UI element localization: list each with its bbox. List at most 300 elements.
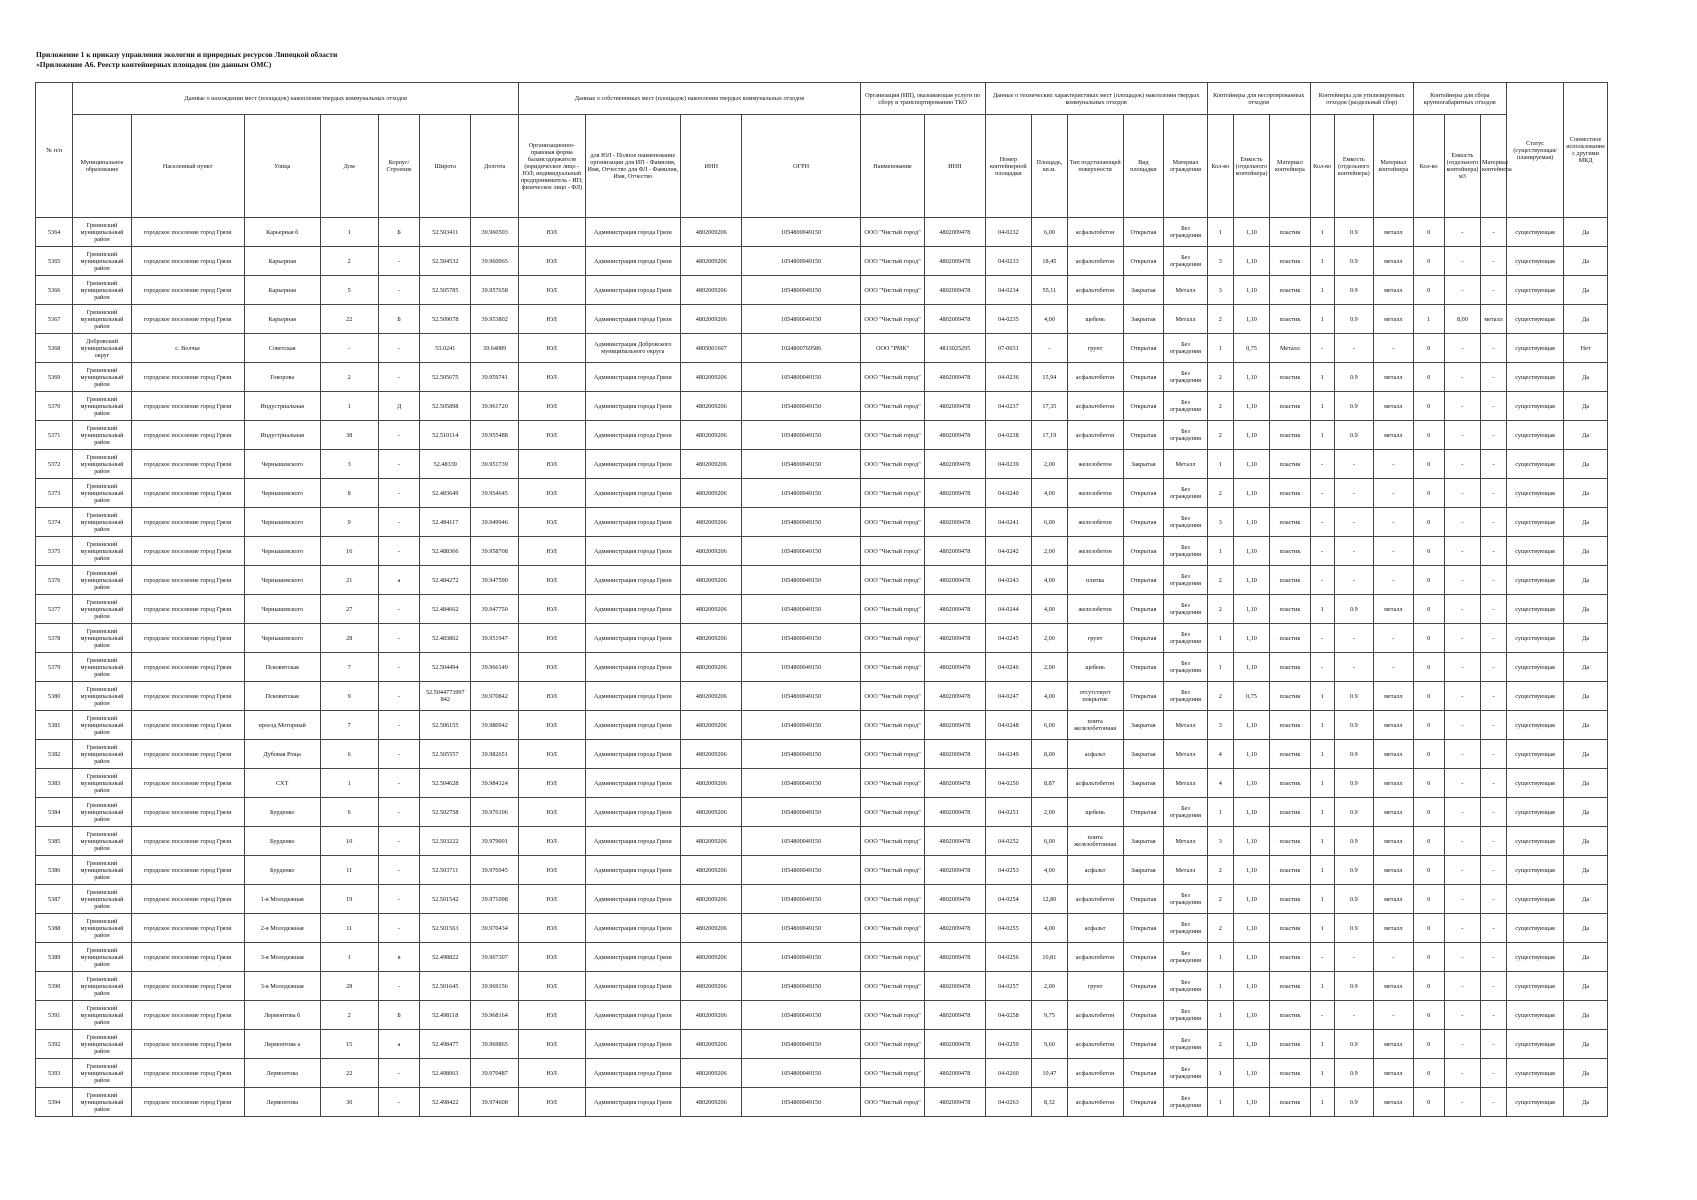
- table-cell: 0.9: [1334, 682, 1373, 711]
- table-cell: Металл: [1164, 711, 1208, 740]
- table-cell: 52.498063: [420, 1059, 471, 1088]
- table-cell: 10,81: [1032, 943, 1067, 972]
- table-cell: -: [1334, 334, 1373, 363]
- table-cell: Администрация города Грязи: [585, 624, 681, 653]
- table-cell: ООО "Чистый город": [860, 1059, 924, 1088]
- table-cell: 5386: [36, 856, 73, 885]
- table-cell: Администрация города Грязи: [585, 769, 681, 798]
- table-cell: 6,00: [1032, 827, 1067, 856]
- table-cell: Открытая: [1123, 218, 1164, 247]
- table-cell: существующая: [1507, 305, 1564, 334]
- table-cell: 1: [1310, 711, 1334, 740]
- table-cell: ООО "Чистый город": [860, 450, 924, 479]
- header-row-number: № п/п: [36, 83, 73, 218]
- table-cell: 1,10: [1233, 595, 1269, 624]
- table-cell: 0: [1413, 624, 1444, 653]
- table-cell: Без ограждения: [1164, 218, 1208, 247]
- table-cell: 1: [1310, 740, 1334, 769]
- table-cell: 5368: [36, 334, 73, 363]
- table-cell: 39.970434: [471, 914, 519, 943]
- table-cell: Чернышевского: [244, 624, 320, 653]
- table-cell: 0: [1413, 682, 1444, 711]
- table-cell: Да: [1564, 537, 1608, 566]
- table-cell: ООО "Чистый город": [860, 740, 924, 769]
- table-cell: Индустриальная: [244, 421, 320, 450]
- table-cell: 1,10: [1233, 653, 1269, 682]
- table-cell: с. Волчье: [131, 334, 244, 363]
- table-cell: -: [1334, 537, 1373, 566]
- table-cell: городское поселение город Грязи: [131, 972, 244, 1001]
- table-cell: пластик: [1270, 827, 1311, 856]
- table-cell: 52.504532: [420, 247, 471, 276]
- table-cell: СХТ: [244, 769, 320, 798]
- table-cell: 8,00: [1444, 305, 1480, 334]
- table-cell: 04-0258: [985, 1001, 1032, 1030]
- table-cell: городское поселение город Грязи: [131, 1030, 244, 1059]
- table-cell: Чернышевского: [244, 450, 320, 479]
- table-cell: 2,00: [1032, 537, 1067, 566]
- table-cell: Открытая: [1123, 943, 1164, 972]
- table-row: [36, 363, 1608, 392]
- table-cell: Да: [1564, 769, 1608, 798]
- table-cell: Бурденко: [244, 856, 320, 885]
- table-cell: 0: [1413, 479, 1444, 508]
- table-cell: асфальтобетон: [1067, 1088, 1123, 1117]
- table-cell: 4802009206: [681, 508, 742, 537]
- table-cell: городское поселение город Грязи: [131, 566, 244, 595]
- table-cell: 0.9: [1334, 363, 1373, 392]
- table-cell: Закрытая: [1123, 450, 1164, 479]
- table-cell: существующая: [1507, 1059, 1564, 1088]
- table-cell: щебень: [1067, 798, 1123, 827]
- table-cell: 5378: [36, 624, 73, 653]
- table-cell: -: [1444, 1030, 1480, 1059]
- table-cell: -: [1481, 566, 1507, 595]
- table-cell: существующая: [1507, 537, 1564, 566]
- table-cell: Грязинский муниципальный район: [73, 827, 131, 856]
- table-cell: -: [1334, 943, 1373, 972]
- table-cell: 04-0255: [985, 914, 1032, 943]
- table-cell: 4802009478: [925, 943, 985, 972]
- table-cell: -: [1334, 653, 1373, 682]
- table-cell: 4802009478: [925, 537, 985, 566]
- table-cell: Грязинский муниципальный район: [73, 972, 131, 1001]
- table-cell: Да: [1564, 566, 1608, 595]
- table-cell: ЮЛ: [519, 363, 585, 392]
- table-row: [36, 972, 1608, 1001]
- table-cell: 1,10: [1233, 711, 1269, 740]
- table-cell: -: [378, 537, 420, 566]
- table-cell: 5371: [36, 421, 73, 450]
- table-cell: пластик: [1270, 276, 1311, 305]
- table-cell: 2: [1207, 363, 1233, 392]
- table-cell: ООО "Чистый город": [860, 363, 924, 392]
- table-cell: 04-0244: [985, 595, 1032, 624]
- table-cell: -: [1444, 914, 1480, 943]
- table-cell: -: [1374, 334, 1414, 363]
- table-cell: 28: [320, 972, 378, 1001]
- table-cell: существующая: [1507, 711, 1564, 740]
- table-cell: существующая: [1507, 566, 1564, 595]
- table-cell: городское поселение город Грязи: [131, 740, 244, 769]
- table-cell: Грязинский муниципальный район: [73, 1030, 131, 1059]
- table-cell: 0: [1413, 276, 1444, 305]
- header-column: Материал контейнера: [1270, 115, 1311, 218]
- table-cell: 0.9: [1334, 827, 1373, 856]
- table-cell: 16: [320, 537, 378, 566]
- table-cell: 4802009478: [925, 653, 985, 682]
- table-cell: Да: [1564, 392, 1608, 421]
- table-cell: 1: [1207, 537, 1233, 566]
- table-cell: существующая: [1507, 421, 1564, 450]
- table-cell: ЮЛ: [519, 1030, 585, 1059]
- table-cell: Открытая: [1123, 1001, 1164, 1030]
- table-cell: 1054800049150: [742, 1030, 860, 1059]
- table-cell: -: [378, 885, 420, 914]
- table-cell: Администрация города Грязи: [585, 363, 681, 392]
- table-row: [36, 276, 1608, 305]
- table-cell: Открытая: [1123, 1059, 1164, 1088]
- header-joint-use: Совместное использование с другими МКД: [1564, 83, 1608, 218]
- table-cell: Псковитская: [244, 653, 320, 682]
- table-cell: Да: [1564, 1001, 1608, 1030]
- table-cell: 39.949946: [471, 508, 519, 537]
- table-cell: 1054800049150: [742, 682, 860, 711]
- table-cell: 1054800049150: [742, 798, 860, 827]
- table-cell: 1054800049150: [742, 392, 860, 421]
- table-cell: Грязинский муниципальный район: [73, 711, 131, 740]
- table-cell: Без ограждения: [1164, 914, 1208, 943]
- table-cell: 52.501645: [420, 972, 471, 1001]
- table-cell: 2: [320, 247, 378, 276]
- table-row: [36, 392, 1608, 421]
- table-cell: -: [1310, 508, 1334, 537]
- header-column: Кол-во: [1207, 115, 1233, 218]
- table-cell: 4802009206: [681, 1001, 742, 1030]
- table-cell: Да: [1564, 827, 1608, 856]
- table-cell: пластик: [1270, 247, 1311, 276]
- table-cell: Без ограждения: [1164, 363, 1208, 392]
- table-cell: 1: [1310, 798, 1334, 827]
- table-cell: Администрация города Грязи: [585, 711, 681, 740]
- table-cell: 39.967307: [471, 943, 519, 972]
- table-cell: 0: [1413, 450, 1444, 479]
- table-cell: 4802009478: [925, 479, 985, 508]
- table-cell: -: [1310, 334, 1334, 363]
- table-cell: ЮЛ: [519, 624, 585, 653]
- table-cell: пластик: [1270, 740, 1311, 769]
- table-cell: 1: [1310, 218, 1334, 247]
- table-cell: 4802009206: [681, 943, 742, 972]
- table-cell: 0: [1413, 1001, 1444, 1030]
- table-cell: 1,10: [1233, 508, 1269, 537]
- table-cell: ЮЛ: [519, 798, 585, 827]
- table-cell: плита железобетонная: [1067, 711, 1123, 740]
- table-cell: -: [1374, 537, 1414, 566]
- table-cell: 0: [1413, 247, 1444, 276]
- table-cell: 0.9: [1334, 1088, 1373, 1117]
- table-cell: ЮЛ: [519, 1088, 585, 1117]
- table-cell: -: [1374, 450, 1414, 479]
- table-cell: 4802009206: [681, 247, 742, 276]
- table-row: [36, 595, 1608, 624]
- table-cell: пластик: [1270, 566, 1311, 595]
- table-cell: Закрытая: [1123, 305, 1164, 334]
- table-cell: Чернышевского: [244, 479, 320, 508]
- table-cell: ООО "Чистый город": [860, 305, 924, 334]
- header-column: Населенный пункт: [131, 115, 244, 218]
- table-cell: Администрация города Грязи: [585, 1059, 681, 1088]
- table-cell: ЮЛ: [519, 653, 585, 682]
- table-cell: железобетон: [1067, 479, 1123, 508]
- table-cell: 39.951739: [471, 450, 519, 479]
- header-column: Материал контейнера: [1481, 115, 1507, 218]
- table-cell: 5389: [36, 943, 73, 972]
- table-cell: Без ограждения: [1164, 421, 1208, 450]
- table-cell: 1054800049150: [742, 363, 860, 392]
- table-cell: 2: [1207, 479, 1233, 508]
- table-cell: 15: [320, 1030, 378, 1059]
- table-cell: Открытая: [1123, 798, 1164, 827]
- table-cell: 0.9: [1334, 276, 1373, 305]
- table-cell: 1054800049150: [742, 740, 860, 769]
- table-cell: 0,75: [1233, 334, 1269, 363]
- table-cell: ЮЛ: [519, 450, 585, 479]
- table-cell: 2: [1207, 885, 1233, 914]
- table-cell: 1,10: [1233, 856, 1269, 885]
- table-cell: 1: [1310, 305, 1334, 334]
- table-cell: железобетон: [1067, 595, 1123, 624]
- table-cell: 04-0242: [985, 537, 1032, 566]
- table-cell: Грязинский муниципальный район: [73, 885, 131, 914]
- table-cell: 4802009478: [925, 711, 985, 740]
- table-cell: 4802009478: [925, 798, 985, 827]
- header-column: Долгота: [471, 115, 519, 218]
- table-cell: Лермонтова а: [244, 1030, 320, 1059]
- table-cell: 39.976106: [471, 798, 519, 827]
- table-cell: Грязинский муниципальный район: [73, 421, 131, 450]
- table-cell: Металл: [1164, 856, 1208, 885]
- table-cell: 04-0237: [985, 392, 1032, 421]
- table-cell: 04-0248: [985, 711, 1032, 740]
- table-cell: -: [1481, 479, 1507, 508]
- table-cell: Карьерная: [244, 305, 320, 334]
- table-cell: 39.960503: [471, 218, 519, 247]
- table-cell: 52.501563: [420, 914, 471, 943]
- table-cell: 39.966149: [471, 653, 519, 682]
- table-cell: Администрация города Грязи: [585, 914, 681, 943]
- table-cell: ЮЛ: [519, 421, 585, 450]
- table-cell: металл: [1374, 247, 1414, 276]
- table-cell: Металл: [1164, 450, 1208, 479]
- header-group-carrier: Организация (ИП), оказывающая услуги по сбору и транспортированию ТКО: [860, 83, 985, 115]
- table-cell: 0: [1413, 914, 1444, 943]
- table-cell: а: [378, 566, 420, 595]
- table-cell: 5381: [36, 711, 73, 740]
- table-cell: существующая: [1507, 914, 1564, 943]
- table-cell: -: [1310, 450, 1334, 479]
- table-cell: Открытая: [1123, 595, 1164, 624]
- table-cell: 0,75: [1233, 682, 1269, 711]
- table-cell: 04-0241: [985, 508, 1032, 537]
- table-cell: -: [1481, 682, 1507, 711]
- table-cell: -: [1334, 450, 1373, 479]
- table-cell: 2: [1207, 1030, 1233, 1059]
- table-cell: 5365: [36, 247, 73, 276]
- table-cell: 1024800769586: [742, 334, 860, 363]
- table-cell: металл: [1374, 856, 1414, 885]
- table-cell: металл: [1374, 1059, 1414, 1088]
- table-cell: асфальтобетон: [1067, 363, 1123, 392]
- table-cell: существующая: [1507, 827, 1564, 856]
- table-cell: Чернышевского: [244, 595, 320, 624]
- table-cell: Дубовая Роща: [244, 740, 320, 769]
- table-cell: Грязинский муниципальный район: [73, 798, 131, 827]
- table-cell: 04-0256: [985, 943, 1032, 972]
- table-row: [36, 653, 1608, 682]
- table-cell: 1054800049150: [742, 421, 860, 450]
- table-row: [36, 769, 1608, 798]
- table-cell: -: [1374, 479, 1414, 508]
- table-cell: 04-0243: [985, 566, 1032, 595]
- table-cell: 52.501542: [420, 885, 471, 914]
- table-cell: 0.9: [1334, 740, 1373, 769]
- header-column: Улица: [244, 115, 320, 218]
- table-cell: 9,60: [1032, 1030, 1067, 1059]
- table-cell: Администрация города Грязи: [585, 392, 681, 421]
- table-cell: Открытая: [1123, 247, 1164, 276]
- header-column: Площадь, кв.м.: [1032, 115, 1067, 218]
- table-cell: 52.484117: [420, 508, 471, 537]
- table-cell: городское поселение город Грязи: [131, 363, 244, 392]
- table-cell: 1: [1413, 305, 1444, 334]
- table-cell: 2,00: [1032, 450, 1067, 479]
- table-cell: грунт: [1067, 972, 1123, 1001]
- table-cell: городское поселение город Грязи: [131, 1001, 244, 1030]
- table-cell: Администрация города Грязи: [585, 740, 681, 769]
- table-cell: -: [1334, 508, 1373, 537]
- table-cell: Администрация города Грязи: [585, 305, 681, 334]
- table-cell: Да: [1564, 276, 1608, 305]
- table-cell: 4802009206: [681, 1030, 742, 1059]
- table-cell: пластик: [1270, 1030, 1311, 1059]
- table-cell: 39.968164: [471, 1001, 519, 1030]
- table-row: [36, 566, 1608, 595]
- table-cell: 4802009206: [681, 740, 742, 769]
- table-cell: Да: [1564, 914, 1608, 943]
- table-cell: 17,35: [1032, 392, 1067, 421]
- table-cell: 1054800049150: [742, 566, 860, 595]
- table-cell: металл: [1374, 1088, 1414, 1117]
- table-cell: Карьерная: [244, 247, 320, 276]
- table-cell: Администрация города Грязи: [585, 682, 681, 711]
- table-cell: 04-0239: [985, 450, 1032, 479]
- table-cell: 39.961720: [471, 392, 519, 421]
- table-cell: -: [378, 711, 420, 740]
- table-cell: Администрация города Грязи: [585, 943, 681, 972]
- table-cell: Металл: [1164, 827, 1208, 856]
- table-cell: 4802009206: [681, 595, 742, 624]
- table-cell: 3: [1207, 711, 1233, 740]
- table-cell: Грязинский муниципальный район: [73, 856, 131, 885]
- table-cell: 04-0260: [985, 1059, 1032, 1088]
- table-cell: 04-0240: [985, 479, 1032, 508]
- table-cell: 07-0031: [985, 334, 1032, 363]
- table-cell: 39.959741: [471, 363, 519, 392]
- table-cell: пластик: [1270, 682, 1311, 711]
- table-cell: пластик: [1270, 218, 1311, 247]
- table-cell: 0: [1413, 421, 1444, 450]
- table-cell: металл: [1374, 218, 1414, 247]
- table-cell: -: [1481, 914, 1507, 943]
- table-cell: 52.498822: [420, 943, 471, 972]
- table-cell: -: [1444, 1088, 1480, 1117]
- table-cell: Да: [1564, 450, 1608, 479]
- table-cell: 4813025295: [925, 334, 985, 363]
- table-cell: Администрация Добровского муниципального округа: [585, 334, 681, 363]
- table-cell: Б: [378, 218, 420, 247]
- table-cell: -: [1444, 218, 1480, 247]
- table-cell: 8,32: [1032, 1088, 1067, 1117]
- table-cell: -: [1444, 943, 1480, 972]
- table-cell: 5366: [36, 276, 73, 305]
- table-cell: 4,00: [1032, 914, 1067, 943]
- table-cell: 1054800049150: [742, 305, 860, 334]
- table-row: [36, 740, 1608, 769]
- table-cell: Администрация города Грязи: [585, 1088, 681, 1117]
- table-cell: 39.955488: [471, 421, 519, 450]
- table-cell: -: [1374, 653, 1414, 682]
- table-cell: городское поселение город Грязи: [131, 798, 244, 827]
- table-cell: 1054800049150: [742, 276, 860, 305]
- table-cell: пластик: [1270, 1088, 1311, 1117]
- table-cell: пластик: [1270, 1001, 1311, 1030]
- table-cell: 5388: [36, 914, 73, 943]
- table-cell: городское поселение город Грязи: [131, 479, 244, 508]
- table-cell: 0.9: [1334, 595, 1373, 624]
- table-cell: -: [378, 856, 420, 885]
- table-cell: 4802009206: [681, 566, 742, 595]
- table-cell: 04-0251: [985, 798, 1032, 827]
- table-cell: Грязинский муниципальный район: [73, 392, 131, 421]
- table-cell: -: [1444, 1001, 1480, 1030]
- table-cell: ООО "Чистый город": [860, 711, 924, 740]
- table-cell: 1: [1310, 682, 1334, 711]
- table-cell: 04-0234: [985, 276, 1032, 305]
- table-cell: 52.498118: [420, 1001, 471, 1030]
- table-cell: -: [378, 972, 420, 1001]
- table-cell: 0: [1413, 769, 1444, 798]
- table-cell: -: [378, 798, 420, 827]
- header-column: Организационно-правовая форма балансодержателя (юридическое лицо - ЮЛ; индивидуальный предприниматель - ИП; физическое лицо - ФЛ): [519, 115, 585, 218]
- table-cell: 0.9: [1334, 305, 1373, 334]
- table-cell: 6,00: [1032, 218, 1067, 247]
- table-cell: 1: [1310, 1088, 1334, 1117]
- table-cell: 4802009478: [925, 218, 985, 247]
- table-cell: существующая: [1507, 769, 1564, 798]
- table-cell: -: [1444, 682, 1480, 711]
- table-cell: 22: [320, 1059, 378, 1088]
- table-cell: Грязинский муниципальный район: [73, 363, 131, 392]
- table-cell: ЮЛ: [519, 943, 585, 972]
- table-cell: -: [1481, 740, 1507, 769]
- table-cell: 04-0259: [985, 1030, 1032, 1059]
- table-cell: металл: [1481, 305, 1507, 334]
- table-cell: Без ограждения: [1164, 1001, 1208, 1030]
- table-cell: пластик: [1270, 450, 1311, 479]
- table-cell: 1,10: [1233, 827, 1269, 856]
- table-cell: 5384: [36, 798, 73, 827]
